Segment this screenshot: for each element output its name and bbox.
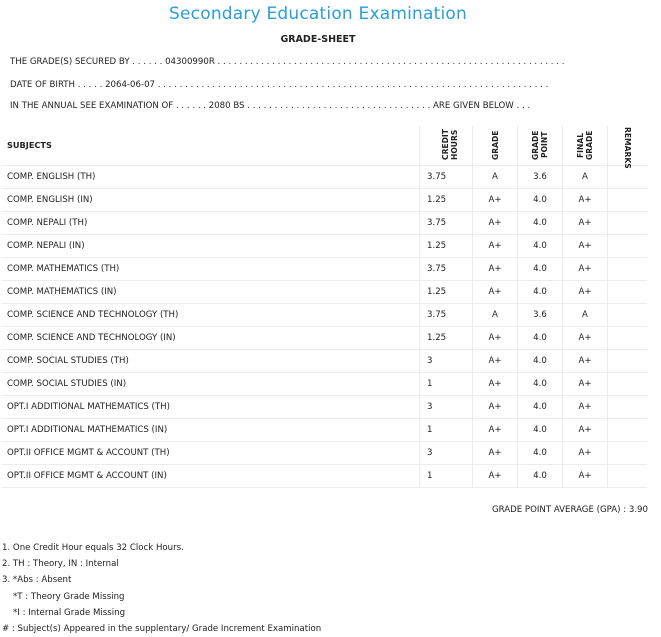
grade-cell: A+	[473, 327, 518, 350]
subject-cell: COMP. SCIENCE AND TECHNOLOGY (IN)	[2, 327, 420, 350]
table-header-row	[2, 125, 647, 166]
remarks-cell	[608, 281, 648, 304]
final-grade-cell: A+	[563, 396, 608, 419]
credit-hours-cell: 1	[420, 419, 473, 442]
grade-point-cell: 3.6	[518, 304, 563, 327]
subjects-header: SUBJECTS	[2, 125, 420, 166]
grade-cell: A+	[473, 465, 518, 488]
final-grade-cell: A+	[563, 419, 608, 442]
remarks-cell	[608, 350, 648, 373]
credit-hours-cell: 1.25	[420, 189, 473, 212]
table-row	[2, 442, 647, 465]
remarks-cell	[608, 212, 648, 235]
final-grade-header: FINAL GRADE	[563, 125, 608, 166]
page-title: Secondary Education Examination	[169, 4, 467, 24]
remarks-cell	[608, 373, 648, 396]
grade-point-cell: 4.0	[518, 212, 563, 235]
remarks-cell	[608, 327, 648, 350]
subject-cell: COMP. SOCIAL STUDIES (IN)	[2, 373, 420, 396]
table-row	[2, 166, 647, 189]
grade-cell: A+	[473, 350, 518, 373]
final-grade-cell: A+	[563, 327, 608, 350]
subject-cell: COMP. MATHEMATICS (TH)	[2, 258, 420, 281]
grade-cell: A+	[473, 235, 518, 258]
note-credit-hour: 1. One Credit Hour equals 32 Clock Hours.	[2, 543, 184, 553]
subject-cell: COMP. MATHEMATICS (IN)	[2, 281, 420, 304]
final-grade-cell: A+	[563, 373, 608, 396]
final-grade-cell: A+	[563, 258, 608, 281]
grade-point-cell: 4.0	[518, 373, 563, 396]
final-grade-cell: A	[563, 166, 608, 189]
remarks-cell	[608, 419, 648, 442]
note-theory-missing: *T : Theory Grade Missing	[13, 591, 125, 602]
grade-point-cell: 4.0	[518, 327, 563, 350]
grade-point-cell: 4.0	[518, 235, 563, 258]
table-row	[2, 419, 647, 442]
note-internal-missing: *I : Internal Grade Missing	[13, 607, 126, 618]
grade-cell: A+	[473, 396, 518, 419]
grade-point-cell: 4.0	[518, 465, 563, 488]
subject-cell: COMP. ENGLISH (IN)	[2, 189, 420, 212]
table-row	[2, 281, 647, 304]
note-absent: 3. *Abs : Absent	[2, 575, 72, 586]
remarks-cell	[608, 442, 648, 465]
remarks-cell	[608, 258, 648, 281]
subject-cell: COMP. NEPALI (TH)	[2, 212, 420, 235]
table-row	[2, 396, 647, 419]
grade-cell: A+	[473, 212, 518, 235]
grade-point-cell: 4.0	[518, 258, 563, 281]
subject-cell: OPT.I ADDITIONAL MATHEMATICS (IN)	[2, 419, 420, 442]
grade-point-cell: 4.0	[518, 281, 563, 304]
grade-cell: A+	[473, 189, 518, 212]
credit-hours-cell: 1	[420, 373, 473, 396]
subject-cell: COMP. SCIENCE AND TECHNOLOGY (TH)	[2, 304, 420, 327]
date-of-birth-line: DATE OF BIRTH . . . . . 2064-06-07 . . . . . . . . . . . . . . . . . . . . . . . . . . . . . . . . . . . . . . . . . . . . . . . . . . . . . . . . . . . . . . . . . . . . . . . .	[10, 80, 549, 90]
table-row	[2, 304, 647, 327]
table-row	[2, 235, 647, 258]
grade-cell: A+	[473, 281, 518, 304]
remarks-cell	[608, 189, 648, 212]
remarks-header: REMARKS	[608, 125, 648, 166]
final-grade-cell: A+	[563, 235, 608, 258]
credit-hours-cell: 3.75	[420, 258, 473, 281]
grade-cell: A+	[473, 419, 518, 442]
grade-point-cell: 4.0	[518, 419, 563, 442]
credit-hours-cell: 3	[420, 350, 473, 373]
table-row	[2, 465, 647, 488]
student-symbol-line: THE GRADE(S) SECURED BY . . . . . . 04300990R . . . . . . . . . . . . . . . . . . . . . . . . . . . . . . . . . . . . . . . . . . . . . . . . . . . . . . . . . . . . . . . .	[10, 57, 565, 67]
exam-year-line: IN THE ANNUAL SEE EXAMINATION OF . . . . . . 2080 BS . . . . . . . . . . . . . . . . . . . . . . . . . . . . . . . . . . ARE GIVEN BELOW . . .	[10, 101, 531, 111]
note-th-in: 2. TH : Theory, IN : Internal	[2, 559, 119, 570]
gpa-summary: GRADE POINT AVERAGE (GPA) : 3.90	[491, 505, 648, 515]
final-grade-cell: A+	[563, 212, 608, 235]
table-row	[2, 373, 647, 396]
grade-cell: A+	[473, 373, 518, 396]
subject-cell: COMP. NEPALI (IN)	[2, 235, 420, 258]
grade-point-cell: 4.0	[518, 442, 563, 465]
final-grade-cell: A+	[563, 281, 608, 304]
subject-cell: COMP. SOCIAL STUDIES (TH)	[2, 350, 420, 373]
subject-cell: OPT.II OFFICE MGMT & ACCOUNT (TH)	[2, 442, 420, 465]
subject-cell: COMP. ENGLISH (TH)	[2, 166, 420, 189]
credit-hours-cell: 1	[420, 465, 473, 488]
final-grade-cell: A+	[563, 350, 608, 373]
grade-point-cell: 4.0	[518, 396, 563, 419]
final-grade-cell: A+	[563, 189, 608, 212]
credit-hours-cell: 1.25	[420, 235, 473, 258]
grade-cell: A+	[473, 258, 518, 281]
final-grade-cell: A+	[563, 465, 608, 488]
table-row	[2, 327, 647, 350]
table-row	[2, 258, 647, 281]
credit-hours-cell: 1.25	[420, 327, 473, 350]
subject-cell: OPT.II OFFICE MGMT & ACCOUNT (IN)	[2, 465, 420, 488]
grade-sheet-heading: GRADE-SHEET	[280, 34, 356, 45]
remarks-cell	[608, 465, 648, 488]
credit-hours-cell: 3.75	[420, 304, 473, 327]
footnotes	[2, 540, 321, 637]
grades-table	[2, 125, 647, 488]
remarks-cell	[608, 166, 648, 189]
grade-point-cell: 4.0	[518, 350, 563, 373]
subject-cell: OPT.I ADDITIONAL MATHEMATICS (TH)	[2, 396, 420, 419]
grade-cell: A	[473, 304, 518, 327]
grade-point-cell: 4.0	[518, 189, 563, 212]
remarks-cell	[608, 304, 648, 327]
credit-hours-cell: 3.75	[420, 212, 473, 235]
credit-hours-cell: 3	[420, 442, 473, 465]
final-grade-cell: A	[563, 304, 608, 327]
remarks-cell	[608, 396, 648, 419]
credit-hours-cell: 3	[420, 396, 473, 419]
credit-hours-cell: 3.75	[420, 166, 473, 189]
grade-cell: A	[473, 166, 518, 189]
table-row	[2, 212, 647, 235]
table-row	[2, 189, 647, 212]
remarks-cell	[608, 235, 648, 258]
grade-point-header: GRADE POINT	[518, 125, 563, 166]
table-row	[2, 350, 647, 373]
grade-point-cell: 3.6	[518, 166, 563, 189]
credit-hours-header: CREDIT HOURS	[420, 125, 473, 166]
final-grade-cell: A+	[563, 442, 608, 465]
grade-cell: A+	[473, 442, 518, 465]
note-supplementary: # : Subject(s) Appeared in the supplentary/ Grade Increment Examination	[2, 623, 322, 634]
credit-hours-cell: 1.25	[420, 281, 473, 304]
grade-header: GRADE	[473, 125, 518, 166]
